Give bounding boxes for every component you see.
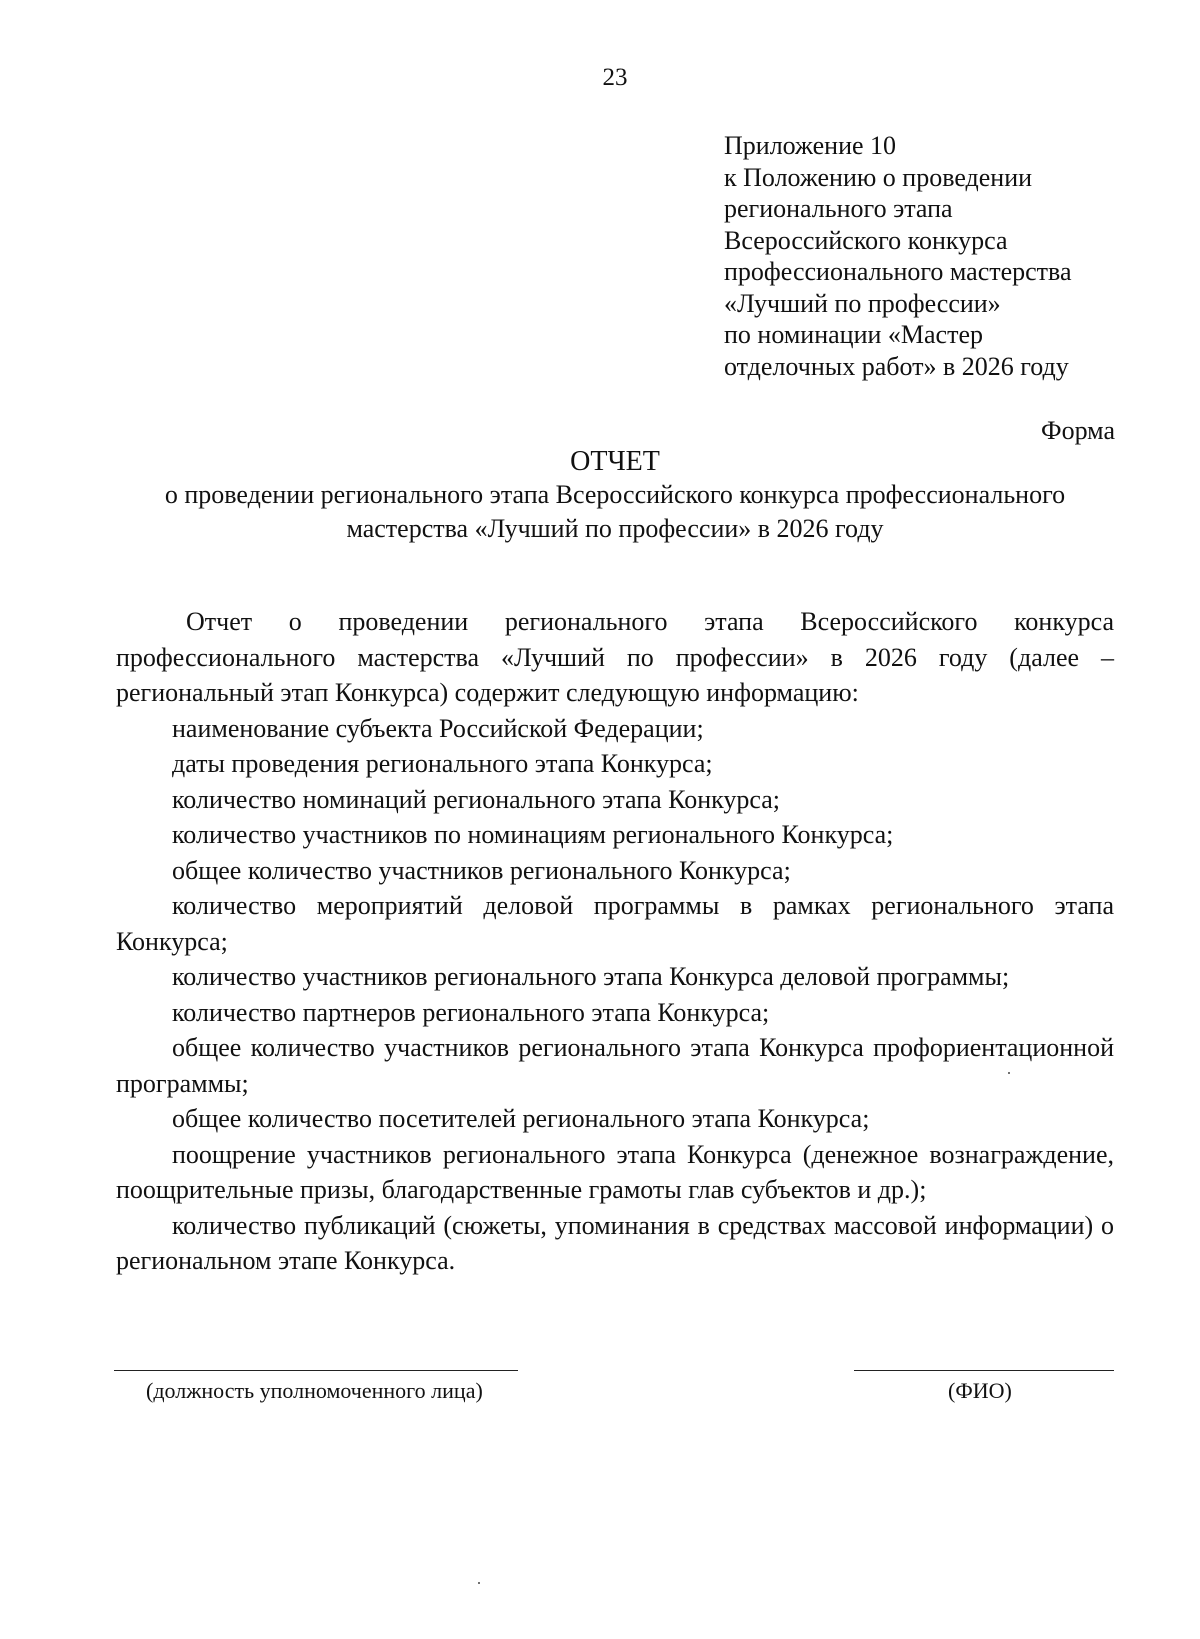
appendix-line: Всероссийского конкурса (724, 225, 1008, 255)
position-caption: (должность уполномоченного лица) (146, 1378, 483, 1403)
document-subtitle-line: мастерства «Лучший по профессии» в 2026 году (346, 514, 884, 543)
title-block (100, 446, 1130, 546)
appendix-reference (724, 130, 1184, 382)
list-item: количество номинаций регионального этапа Конкурса; (172, 784, 781, 814)
scan-speck (478, 1582, 480, 1584)
list-item: количество участников регионального этапа Конкурса деловой программы; (172, 962, 1010, 991)
list-item: общее количество участников регионального этапа Конкурса профориентационной программы; (116, 1033, 1114, 1098)
list-item: поощрение участников регионального этапа Конкурса (денежное вознаграждение, поощрительные призы, благодарственные грамоты глав субъектов и др.); (116, 1139, 1114, 1204)
name-caption: (ФИО) (948, 1378, 1012, 1403)
list-item: количество публикаций (сюжеты, упоминания в средствах массовой информации) о региональном этапе Конкурса. (116, 1210, 1114, 1275)
signature-area (0, 1370, 1200, 1430)
appendix-line: к Положению о проведении (724, 162, 1033, 192)
list-item: количество партнеров регионального этапа Конкурса; (172, 997, 770, 1027)
appendix-line: регионального этапа (724, 194, 953, 223)
report-body (116, 604, 1114, 1279)
name-signature-line (854, 1370, 1114, 1371)
list-item: наименование субъекта Российской Федерации; (172, 713, 704, 743)
appendix-line: Приложение 10 (724, 131, 897, 160)
position-signature-line (114, 1370, 518, 1371)
appendix-line: по номинации «Мастер (724, 320, 983, 349)
appendix-line: отделочных работ» в 2026 году (724, 351, 1069, 381)
scan-speck (1008, 1072, 1010, 1074)
list-item: даты проведения регионального этапа Конкурса; (172, 749, 713, 778)
document-title: ОТЧЕТ (570, 446, 660, 477)
list-item: общее количество посетителей регионального этапа Конкурса; (172, 1104, 870, 1133)
appendix-line: «Лучший по профессии» (724, 288, 1001, 318)
intro-paragraph: Отчет о проведении регионального этапа Всероссийского конкурса профессионального мастерства «Лучший по профессии» в 2026 году (далее – региональный этап Конкурса) содержит следующую информацию: (116, 607, 1114, 707)
form-label: Форма (1041, 416, 1115, 445)
list-item: общее количество участников регионального Конкурса; (172, 855, 791, 885)
page-number: 23 (602, 64, 628, 91)
list-item: количество мероприятий деловой программы в рамках регионального этапа Конкурса; (116, 891, 1114, 956)
appendix-line: профессионального мастерства (724, 257, 1072, 286)
document-subtitle-line: о проведении регионального этапа Всероссийского конкурса профессионального (164, 480, 1066, 509)
list-item: количество участников по номинациям регионального Конкурса; (172, 820, 894, 849)
